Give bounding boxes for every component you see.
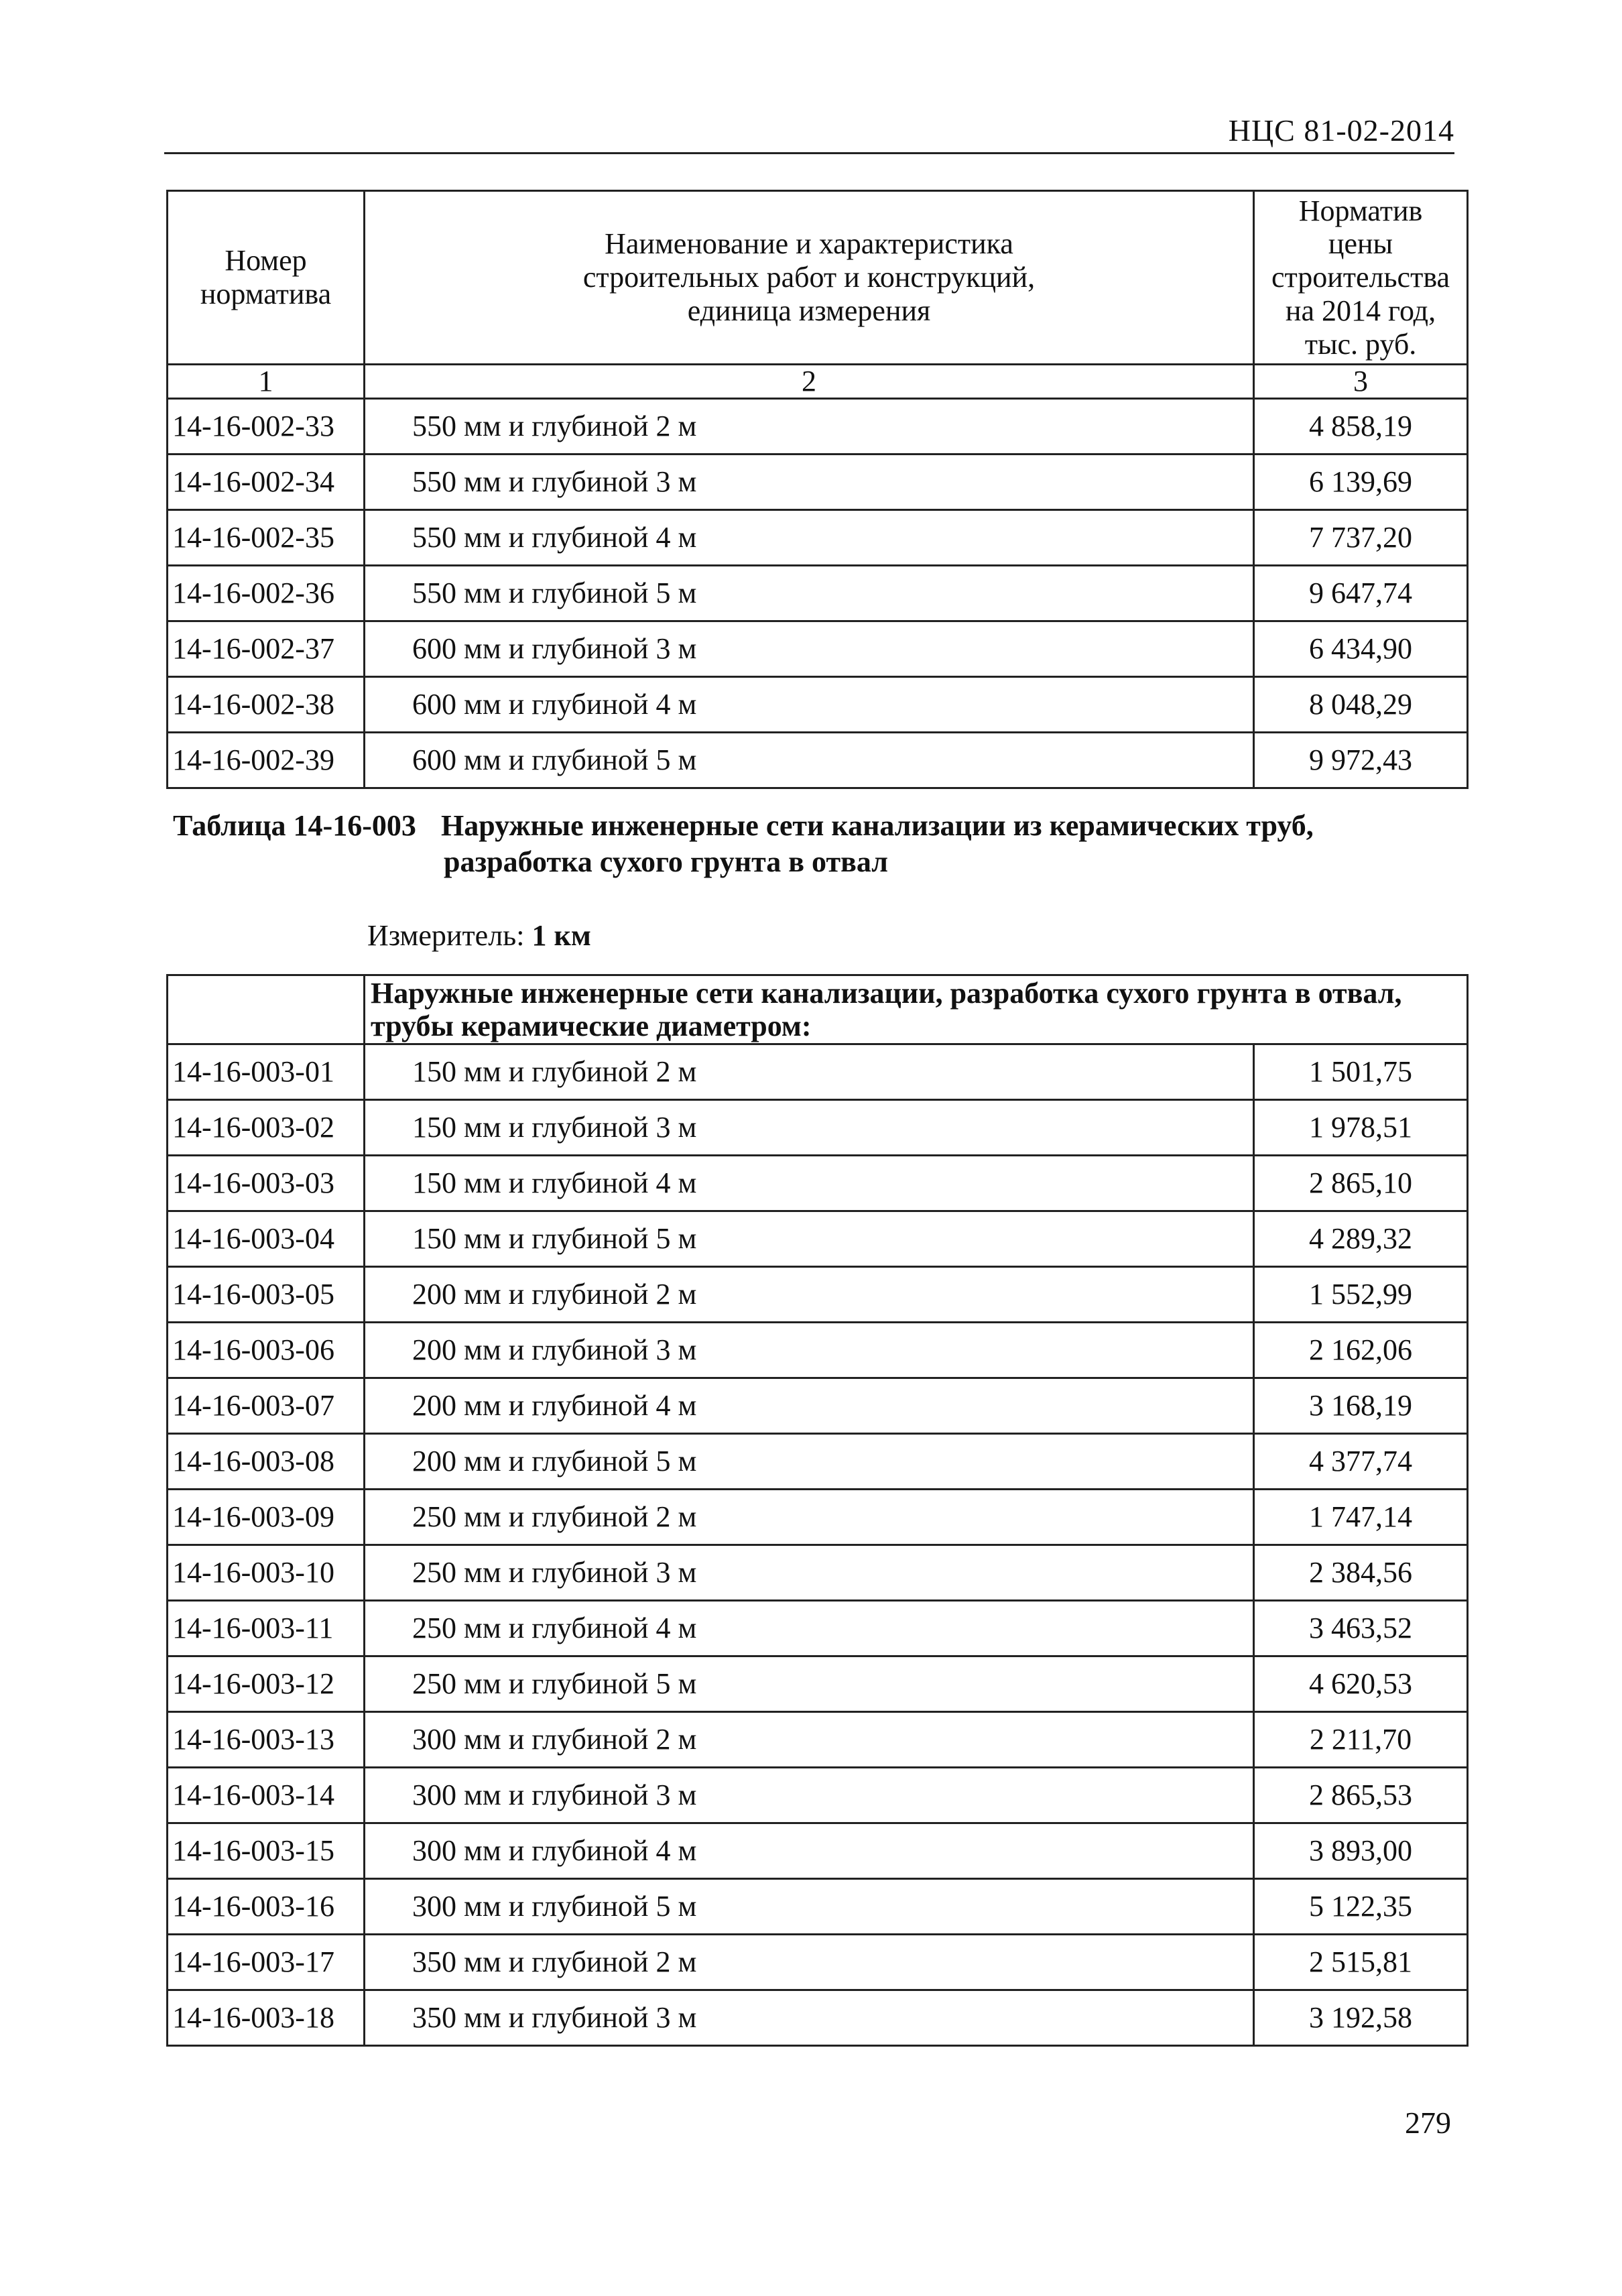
price-cell: 2 211,70 (1254, 1712, 1468, 1768)
table-row (168, 1378, 1468, 1434)
table-row (168, 1712, 1468, 1768)
column-header-name (365, 191, 1254, 365)
work-name-cell: 350 мм и глубиной 3 м (365, 1990, 1254, 2046)
column-number-row (168, 365, 1468, 399)
work-name-cell: 300 мм и глубиной 2 м (365, 1712, 1254, 1768)
norm-code-cell: 14-16-003-03 (168, 1156, 365, 1211)
norm-code-cell: 14-16-003-14 (168, 1768, 365, 1823)
price-cell: 2 865,53 (1254, 1768, 1468, 1823)
work-name-cell: 250 мм и глубиной 2 м (365, 1490, 1254, 1545)
table-row (168, 1434, 1468, 1490)
norm-code-cell: 14-16-003-05 (168, 1267, 365, 1323)
table-row (168, 1601, 1468, 1656)
table-row (168, 733, 1468, 788)
table-row (168, 455, 1468, 510)
header-rule (164, 152, 1454, 154)
work-name-cell: 150 мм и глубиной 3 м (365, 1100, 1254, 1156)
table-caption-title-line2: разработка сухого грунта в отвал (444, 845, 888, 878)
table-row (168, 677, 1468, 733)
table-row (168, 1879, 1468, 1935)
price-cell: 3 192,58 (1254, 1990, 1468, 2046)
work-name-cell: 600 мм и глубиной 4 м (365, 677, 1254, 733)
table-row (168, 1990, 1468, 2046)
norm-code-cell: 14-16-003-10 (168, 1545, 365, 1601)
norm-code-cell: 14-16-003-08 (168, 1434, 365, 1490)
table-row (168, 621, 1468, 677)
table-caption-title-line1: Наружные инженерные сети канализации из керамических труб, (441, 809, 1314, 842)
price-cell: 1 552,99 (1254, 1267, 1468, 1323)
norm-code-cell: 14-16-003-09 (168, 1490, 365, 1545)
price-cell: 1 978,51 (1254, 1100, 1468, 1156)
empty-cell (168, 975, 365, 1044)
price-cell: 2 865,10 (1254, 1156, 1468, 1211)
column-header-price (1254, 191, 1468, 365)
norm-code-cell: 14-16-003-17 (168, 1935, 365, 1990)
work-name-cell: 150 мм и глубиной 5 м (365, 1211, 1254, 1267)
norm-code-cell: 14-16-003-11 (168, 1601, 365, 1656)
price-cell: 1 747,14 (1254, 1490, 1468, 1545)
work-name-cell: 600 мм и глубиной 5 м (365, 733, 1254, 788)
norm-code-cell: 14-16-003-04 (168, 1211, 365, 1267)
work-name-cell: 200 мм и глубиной 4 м (365, 1378, 1254, 1434)
group-header-row (168, 975, 1468, 1044)
norm-code-cell: 14-16-002-33 (168, 399, 365, 455)
table-row (168, 1100, 1468, 1156)
table-row (168, 1211, 1468, 1267)
table-row (168, 1323, 1468, 1378)
price-cell: 3 463,52 (1254, 1601, 1468, 1656)
work-name-cell: 300 мм и глубиной 3 м (365, 1768, 1254, 1823)
price-cell: 4 620,53 (1254, 1656, 1468, 1712)
table-row (168, 399, 1468, 455)
price-cell: 3 168,19 (1254, 1378, 1468, 1434)
norm-code-cell: 14-16-003-12 (168, 1656, 365, 1712)
norm-code-cell: 14-16-003-18 (168, 1990, 365, 2046)
work-name-cell: 550 мм и глубиной 4 м (365, 510, 1254, 566)
norm-code-cell: 14-16-003-02 (168, 1100, 365, 1156)
group-title-line1: Наружные инженерные сети канализации, разработка сухого грунта в отвал, (371, 976, 1402, 1010)
norm-code-cell: 14-16-002-35 (168, 510, 365, 566)
norm-code-cell: 14-16-002-37 (168, 621, 365, 677)
price-cell: 4 289,32 (1254, 1211, 1468, 1267)
measurer-value: 1 км (532, 919, 591, 952)
table-row (168, 1656, 1468, 1712)
table-caption (173, 808, 1314, 880)
price-table-14-16-003 (166, 974, 1469, 2047)
norm-code-cell: 14-16-003-07 (168, 1378, 365, 1434)
norm-code-cell: 14-16-003-01 (168, 1044, 365, 1100)
work-name-cell: 250 мм и глубиной 4 м (365, 1601, 1254, 1656)
norm-code-cell: 14-16-002-36 (168, 566, 365, 621)
table-row (168, 1935, 1468, 1990)
price-cell: 5 122,35 (1254, 1879, 1468, 1935)
work-name-cell: 200 мм и глубиной 2 м (365, 1267, 1254, 1323)
measurement-unit (367, 918, 591, 953)
table-row (168, 510, 1468, 566)
table-row (168, 1545, 1468, 1601)
work-name-cell: 300 мм и глубиной 5 м (365, 1879, 1254, 1935)
column-header-text: Норматив цены строительства на 2014 год, тыс. руб. (1271, 194, 1450, 361)
column-number: 1 (168, 365, 365, 399)
price-table-14-16-002 (166, 190, 1469, 789)
column-number: 3 (1254, 365, 1468, 399)
document-code: НЦС 81-02-2014 (1228, 113, 1454, 147)
work-name-cell: 250 мм и глубиной 3 м (365, 1545, 1254, 1601)
norm-code-cell: 14-16-003-06 (168, 1323, 365, 1378)
norm-code-cell: 14-16-003-16 (168, 1879, 365, 1935)
table-row (168, 1823, 1468, 1879)
column-header-text: Номер норматива (200, 244, 332, 310)
norm-code-cell: 14-16-002-39 (168, 733, 365, 788)
group-title-line2: трубы керамические диаметром: (371, 1010, 812, 1042)
table-row (168, 566, 1468, 621)
norm-code-cell: 14-16-003-13 (168, 1712, 365, 1768)
work-name-cell: 550 мм и глубиной 5 м (365, 566, 1254, 621)
work-name-cell: 350 мм и глубиной 2 м (365, 1935, 1254, 1990)
page-number: 279 (1405, 2106, 1451, 2140)
measurer-label: Измеритель: (367, 919, 525, 952)
work-name-cell: 150 мм и глубиной 4 м (365, 1156, 1254, 1211)
price-cell: 2 515,81 (1254, 1935, 1468, 1990)
column-header-number (168, 191, 365, 365)
table-caption-label: Таблица 14-16-003 (173, 809, 416, 842)
group-title (365, 975, 1468, 1044)
price-cell: 7 737,20 (1254, 510, 1468, 566)
table-row (168, 1768, 1468, 1823)
price-cell: 9 972,43 (1254, 733, 1468, 788)
price-cell: 3 893,00 (1254, 1823, 1468, 1879)
price-cell: 4 858,19 (1254, 399, 1468, 455)
work-name-cell: 550 мм и глубиной 3 м (365, 455, 1254, 510)
table-header-row (168, 191, 1468, 365)
table-row (168, 1490, 1468, 1545)
work-name-cell: 600 мм и глубиной 3 м (365, 621, 1254, 677)
column-number: 2 (365, 365, 1254, 399)
price-cell: 2 384,56 (1254, 1545, 1468, 1601)
price-cell: 6 139,69 (1254, 455, 1468, 510)
column-header-text: Наименование и характеристика строительных работ и конструкций, единица измерения (582, 227, 1036, 327)
table-row (168, 1267, 1468, 1323)
price-cell: 6 434,90 (1254, 621, 1468, 677)
work-name-cell: 300 мм и глубиной 4 м (365, 1823, 1254, 1879)
work-name-cell: 200 мм и глубиной 5 м (365, 1434, 1254, 1490)
work-name-cell: 200 мм и глубиной 3 м (365, 1323, 1254, 1378)
work-name-cell: 150 мм и глубиной 2 м (365, 1044, 1254, 1100)
table-row (168, 1156, 1468, 1211)
work-name-cell: 250 мм и глубиной 5 м (365, 1656, 1254, 1712)
work-name-cell: 550 мм и глубиной 2 м (365, 399, 1254, 455)
norm-code-cell: 14-16-002-38 (168, 677, 365, 733)
price-cell: 9 647,74 (1254, 566, 1468, 621)
price-cell: 4 377,74 (1254, 1434, 1468, 1490)
price-cell: 8 048,29 (1254, 677, 1468, 733)
price-cell: 2 162,06 (1254, 1323, 1468, 1378)
table-row (168, 1044, 1468, 1100)
price-cell: 1 501,75 (1254, 1044, 1468, 1100)
norm-code-cell: 14-16-003-15 (168, 1823, 365, 1879)
norm-code-cell: 14-16-002-34 (168, 455, 365, 510)
